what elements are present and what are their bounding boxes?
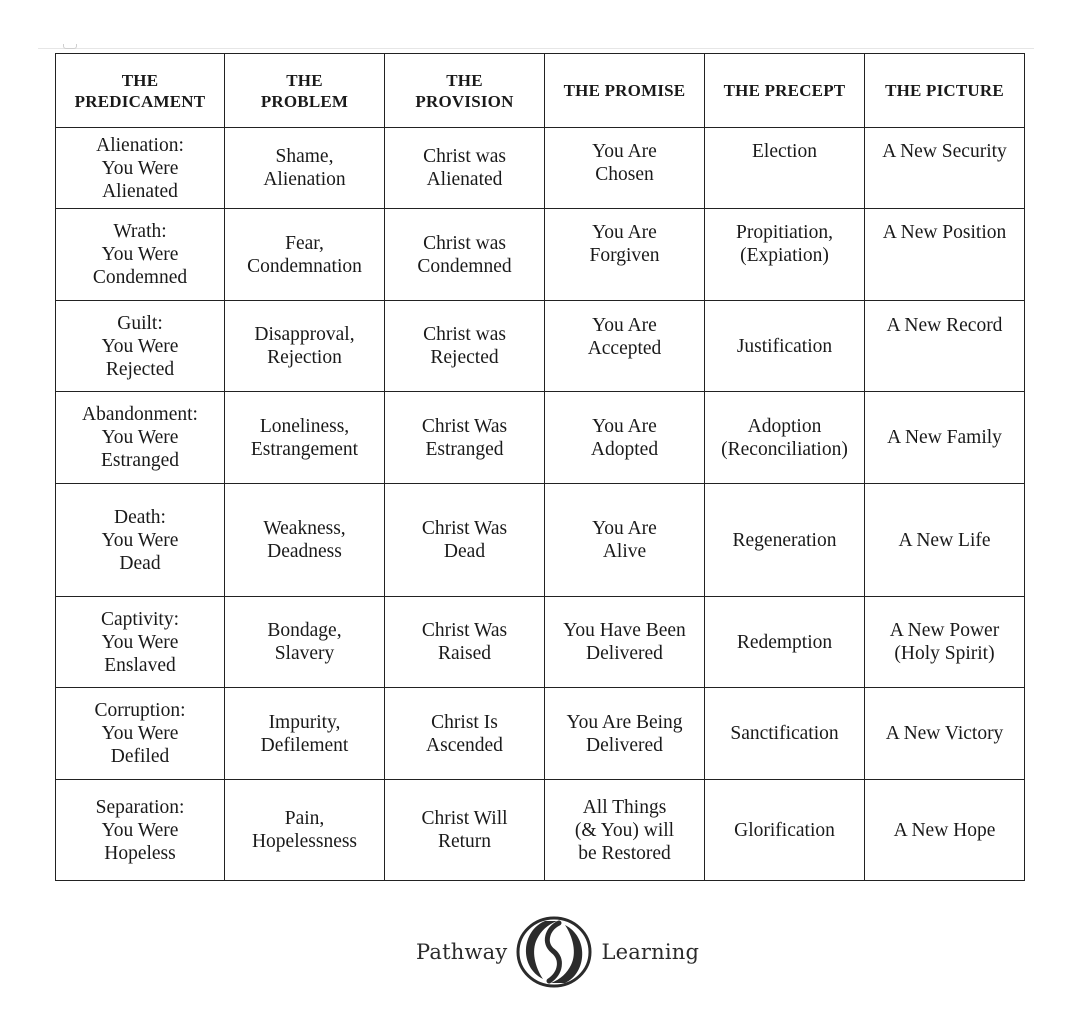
cell-problem: Weakness, Deadness [225,484,385,597]
cell-picture: A New Position [865,209,1025,301]
table-row [56,392,1025,484]
cell-precept: Adoption (Reconciliation) [705,392,865,484]
cell-problem: Impurity, Defilement [225,688,385,780]
cell-provision: Christ Was Dead [385,484,545,597]
cell-promise: All Things (& You) will be Restored [545,780,705,881]
cell-provision: Christ Is Ascended [385,688,545,780]
cell-predicament: Abandonment: You Were Estranged [56,392,225,484]
table-row [56,209,1025,301]
cell-predicament: Separation: You Were Hopeless [56,780,225,881]
cell-picture: A New Life [865,484,1025,597]
cell-predicament: Captivity: You Were Enslaved [56,597,225,688]
cell-predicament: Alienation: You Were Alienated [56,128,225,209]
cell-promise: You Are Adopted [545,392,705,484]
table-row [56,688,1025,780]
brand-word-left: Pathway [416,940,508,964]
table-row [56,597,1025,688]
cell-predicament: Corruption: You Were Defiled [56,688,225,780]
cell-promise: You Are Alive [545,484,705,597]
cell-picture: A New Family [865,392,1025,484]
cell-problem: Loneliness, Estrangement [225,392,385,484]
cell-precept: Regeneration [705,484,865,597]
table-row [56,484,1025,597]
cell-promise: You Are Being Delivered [545,688,705,780]
header-predicament: THE PREDICAMENT [56,54,225,128]
cell-problem: Disapproval, Rejection [225,301,385,392]
table-row [56,128,1025,209]
cell-picture: A New Security [865,128,1025,209]
top-divider [38,48,1034,49]
page-edge-mark [63,44,77,49]
cell-promise: You Have Been Delivered [545,597,705,688]
brand-word-right: Learning [601,940,700,964]
cell-provision: Christ Was Raised [385,597,545,688]
header-row [56,54,1025,128]
cell-precept: Election [705,128,865,209]
cell-promise: You Are Chosen [545,128,705,209]
cell-precept: Propitiation, (Expiation) [705,209,865,301]
cell-problem: Pain, Hopelessness [225,780,385,881]
cell-promise: You Are Forgiven [545,209,705,301]
header-promise: THE PROMISE [545,54,705,128]
cell-provision: Christ was Alienated [385,128,545,209]
header-problem: THE PROBLEM [225,54,385,128]
gospel-table [55,53,1025,881]
cell-problem: Bondage, Slavery [225,597,385,688]
cell-predicament: Guilt: You Were Rejected [56,301,225,392]
cell-promise: You Are Accepted [545,301,705,392]
cell-problem: Fear, Condemnation [225,209,385,301]
header-picture: THE PICTURE [865,54,1025,128]
cell-provision: Christ Will Return [385,780,545,881]
header-precept: THE PRECEPT [705,54,865,128]
pathway-swirl-icon [513,913,595,991]
cell-predicament: Death: You Were Dead [56,484,225,597]
table-row [56,301,1025,392]
header-provision: THE PROVISION [385,54,545,128]
cell-precept: Justification [705,301,865,392]
cell-provision: Christ Was Estranged [385,392,545,484]
pathway-learning-logo [416,910,699,994]
cell-predicament: Wrath: You Were Condemned [56,209,225,301]
cell-provision: Christ was Condemned [385,209,545,301]
cell-picture: A New Hope [865,780,1025,881]
cell-picture: A New Record [865,301,1025,392]
cell-precept: Redemption [705,597,865,688]
table-row [56,780,1025,881]
cell-picture: A New Power (Holy Spirit) [865,597,1025,688]
cell-precept: Sanctification [705,688,865,780]
cell-problem: Shame, Alienation [225,128,385,209]
cell-precept: Glorification [705,780,865,881]
cell-picture: A New Victory [865,688,1025,780]
cell-provision: Christ was Rejected [385,301,545,392]
